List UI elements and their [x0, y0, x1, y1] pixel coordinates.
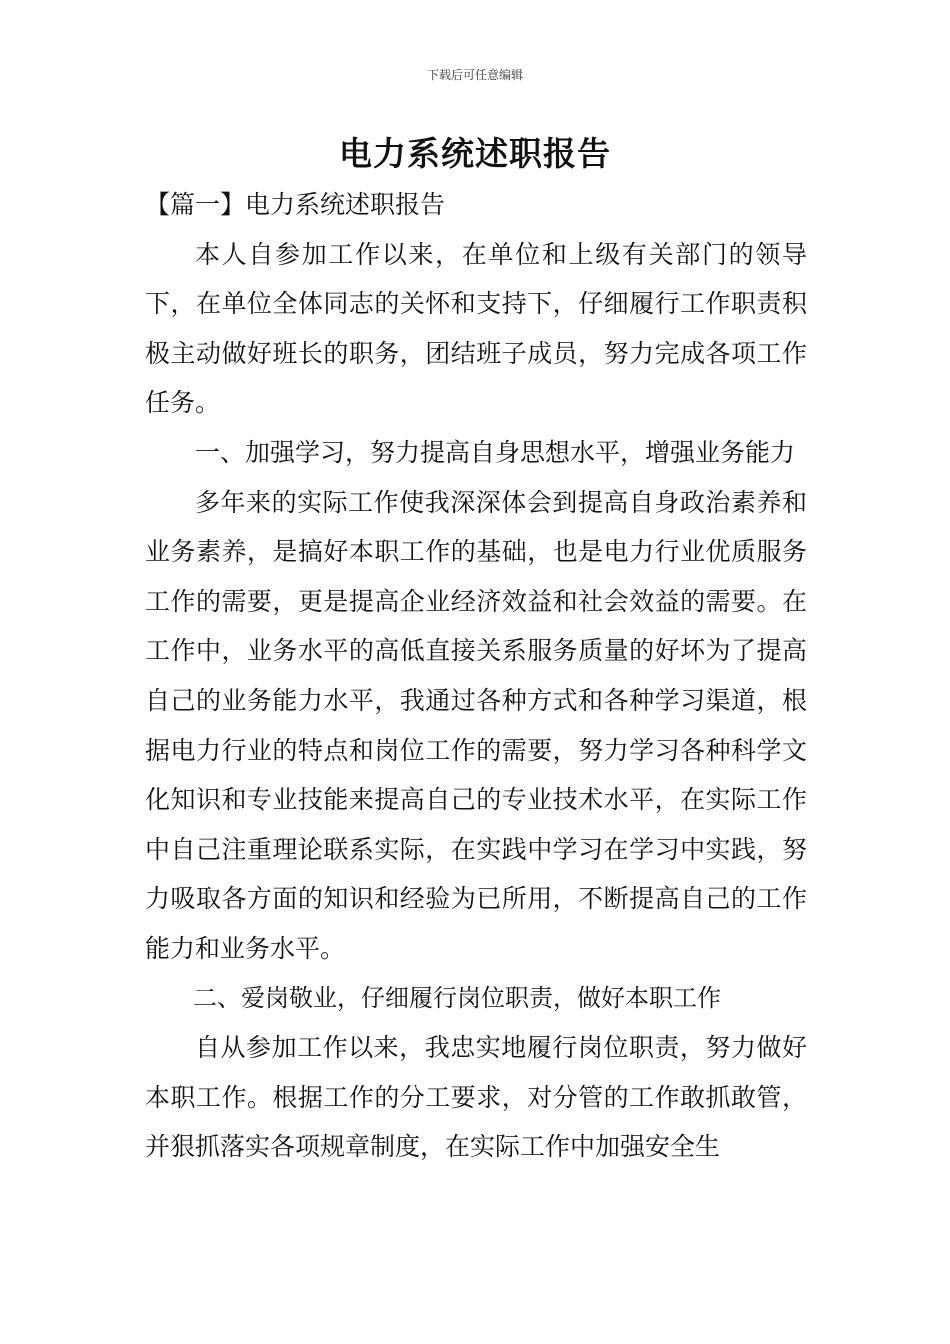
paragraph-duty: 自从参加工作以来，我忠实地履行岗位职责，努力做好本职工作。根据工作的分工要求，对分管的工作敢抓敢管，并狠抓落实各项规章制度，在实际工作中加强安全生: [145, 1033, 807, 1162]
header-note: 下载后可任意编辑: [426, 68, 523, 82]
document-title: 电力系统述职报告: [339, 134, 611, 173]
section-heading-2: 二、爱岗敬业，仔细履行岗位职责，做好本职工作: [193, 983, 721, 1012]
paragraph-intro: 本人自参加工作以来，在单位和上级有关部门的领导下，在单位全体同志的关怀和支持下，仔细履行工作职责积极主动做好班长的职务，团结班子成员，努力完成各项工作任务。: [145, 239, 807, 418]
paragraph-study: 多年来的实际工作使我深深体会到提高自身政治素养和业务素养，是搞好本职工作的基础，也是电力行业优质服务工作的需要，更是提高企业经济效益和社会效益的需要。在工作中，业务水平的高低直接关系服务质量的好坏为了提高自己的业务能力水平，我通过各种方式和各种学习渠道，根据电力行业的特点和岗位工作的需要，努力学习各种科学文化知识和专业技能来提高自己的专业技术水平，在实际工作中自己注重理论联系实际，在实践中学习在学习中实践，努力吸取各方面的知识和经验为已所用，不断提高自己的工作能力和业务水平。: [145, 487, 807, 963]
document-body: [145, 180, 807, 1172]
section-heading-1: 一、加强学习，努力提高自身思想水平，增强业务能力: [195, 437, 796, 467]
section-label: 【篇一】电力系统述职报告: [145, 190, 446, 219]
